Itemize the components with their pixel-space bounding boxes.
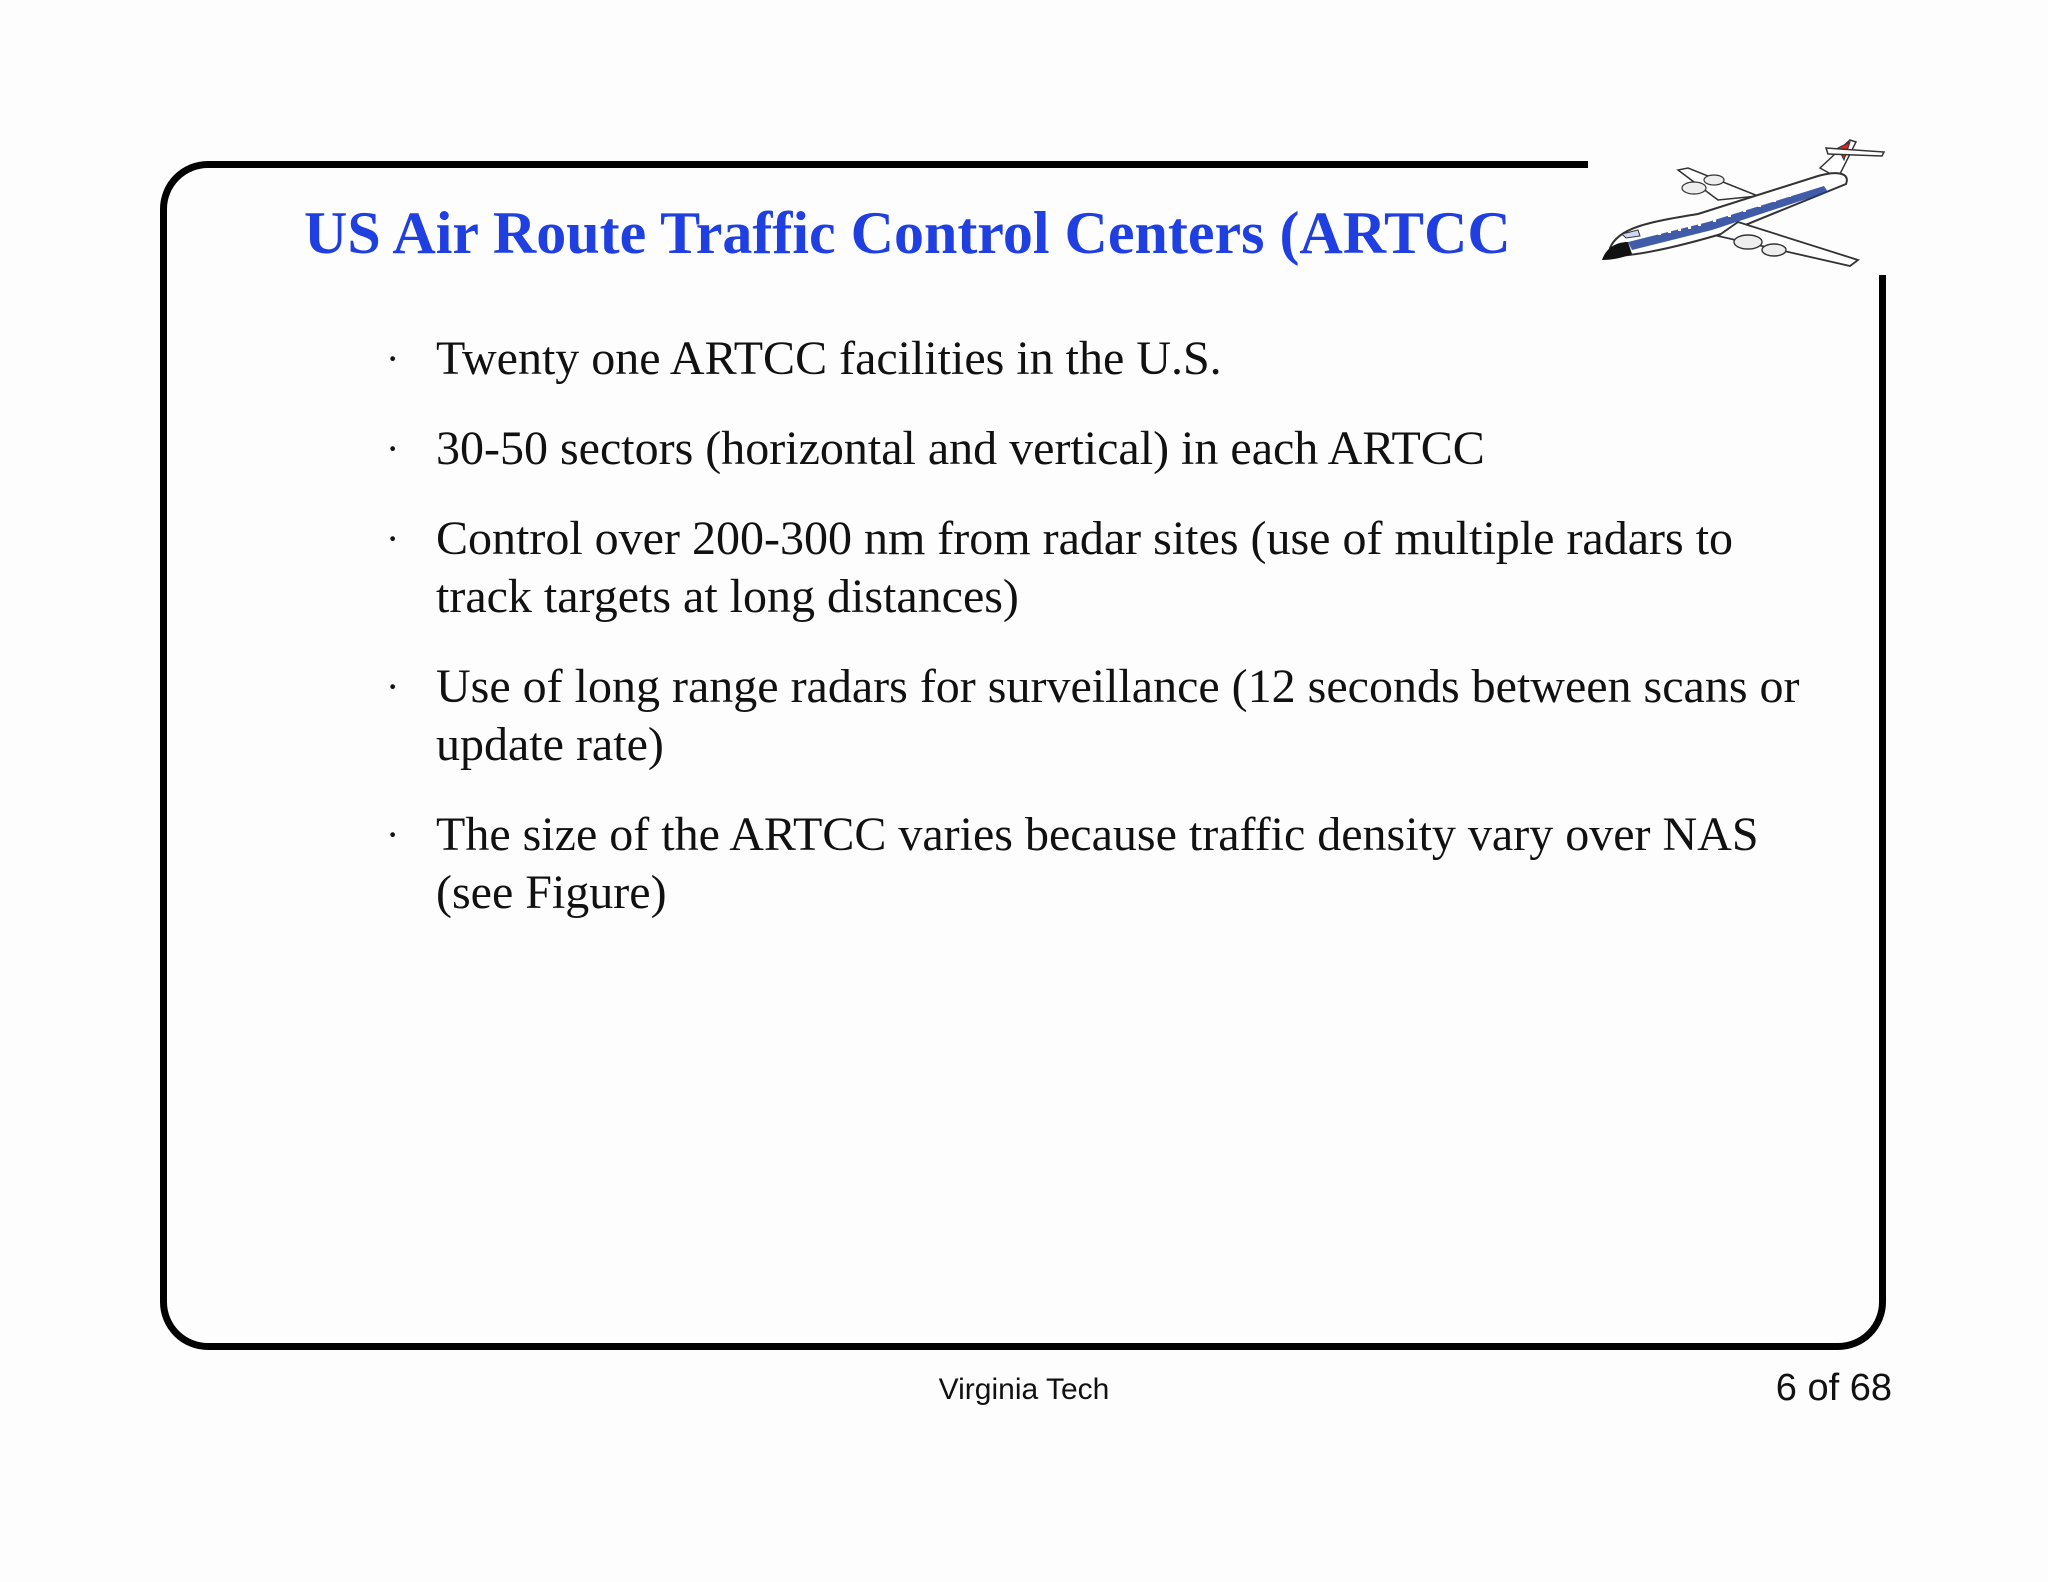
bullet-item bbox=[380, 806, 1800, 922]
bullet-text: The size of the ARTCC varies because traffic density vary over NAS (see Figure) bbox=[436, 808, 1759, 919]
bullet-list bbox=[380, 330, 1800, 954]
bullet-icon: · bbox=[386, 426, 400, 471]
bullet-icon: · bbox=[386, 664, 400, 709]
bullet-item bbox=[380, 658, 1800, 774]
bullet-text: 30-50 sectors (horizontal and vertical) in each ARTCC bbox=[436, 422, 1485, 475]
bullet-item bbox=[380, 420, 1800, 478]
bullet-text: Control over 200-300 nm from radar sites (use of multiple radars to track targets at long distances) bbox=[436, 512, 1734, 623]
bullet-icon: · bbox=[386, 336, 400, 381]
bullet-text: Twenty one ARTCC facilities in the U.S. bbox=[436, 332, 1222, 385]
bullet-text: Use of long range radars for surveillance (12 seconds between scans or update rate) bbox=[436, 660, 1800, 771]
bullet-icon: · bbox=[386, 516, 400, 561]
airplane-icon bbox=[1588, 130, 1898, 280]
footer-institution: Virginia Tech bbox=[938, 1373, 1110, 1406]
slide-title: US Air Route Traffic Control Centers (ARTCC bbox=[304, 200, 1511, 266]
bullet-item bbox=[380, 510, 1800, 626]
bullet-icon: · bbox=[386, 812, 400, 857]
bullet-item bbox=[380, 330, 1800, 388]
page-indicator: 6 of 68 bbox=[1775, 1367, 1892, 1409]
